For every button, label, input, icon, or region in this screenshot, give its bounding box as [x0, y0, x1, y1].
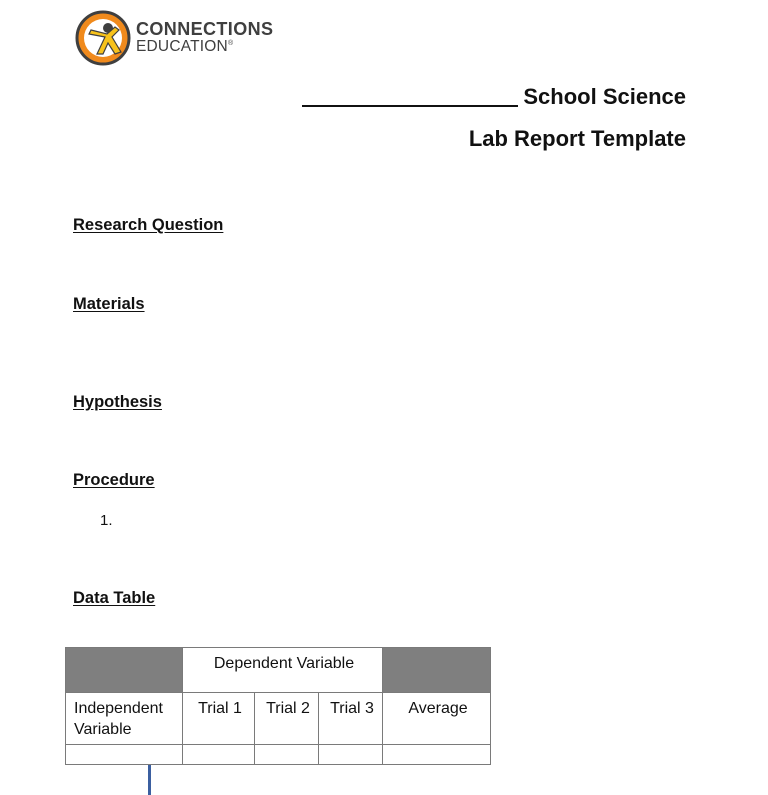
- heading-materials: Materials: [73, 295, 145, 313]
- heading-data-table: Data Table: [73, 589, 156, 607]
- logo-emblem-icon: [75, 10, 131, 66]
- average-header-gray-cell: [383, 648, 491, 693]
- heading-procedure: Procedure: [73, 471, 155, 489]
- procedure-list-item: 1.: [100, 512, 113, 529]
- table-cell[interactable]: [383, 745, 491, 765]
- table-corner-cell: [66, 648, 183, 693]
- connections-education-logo: [75, 10, 280, 66]
- logo-wordmark: [136, 20, 273, 55]
- dependent-variable-header: Dependent Variable: [183, 648, 383, 693]
- title-school-science: School Science: [523, 84, 686, 109]
- registered-mark: ®: [227, 39, 234, 47]
- school-name-blank: [302, 105, 518, 107]
- table-cell[interactable]: [255, 745, 319, 765]
- trial-1-header: Trial 1: [183, 693, 255, 745]
- table-row: [66, 745, 491, 765]
- trial-3-header: Trial 3: [319, 693, 383, 745]
- title-lab-report-template: Lab Report Template: [468, 126, 686, 151]
- table-subheader-row: [66, 693, 491, 745]
- table-header-row: [66, 648, 491, 693]
- data-table: [65, 647, 491, 765]
- text-cursor-icon: [148, 765, 151, 795]
- trial-2-header: Trial 2: [255, 693, 319, 745]
- logo-line-2: EDUCATION®: [136, 38, 234, 55]
- heading-hypothesis: Hypothesis: [73, 393, 162, 411]
- table-cell[interactable]: [319, 745, 383, 765]
- average-header: Average: [383, 693, 491, 745]
- logo-line-1: CONNECTIONS: [136, 19, 274, 39]
- heading-research-question: Research Question: [73, 216, 224, 234]
- table-cell[interactable]: [66, 745, 183, 765]
- independent-variable-header: Independent Variable: [66, 693, 183, 745]
- table-cell[interactable]: [183, 745, 255, 765]
